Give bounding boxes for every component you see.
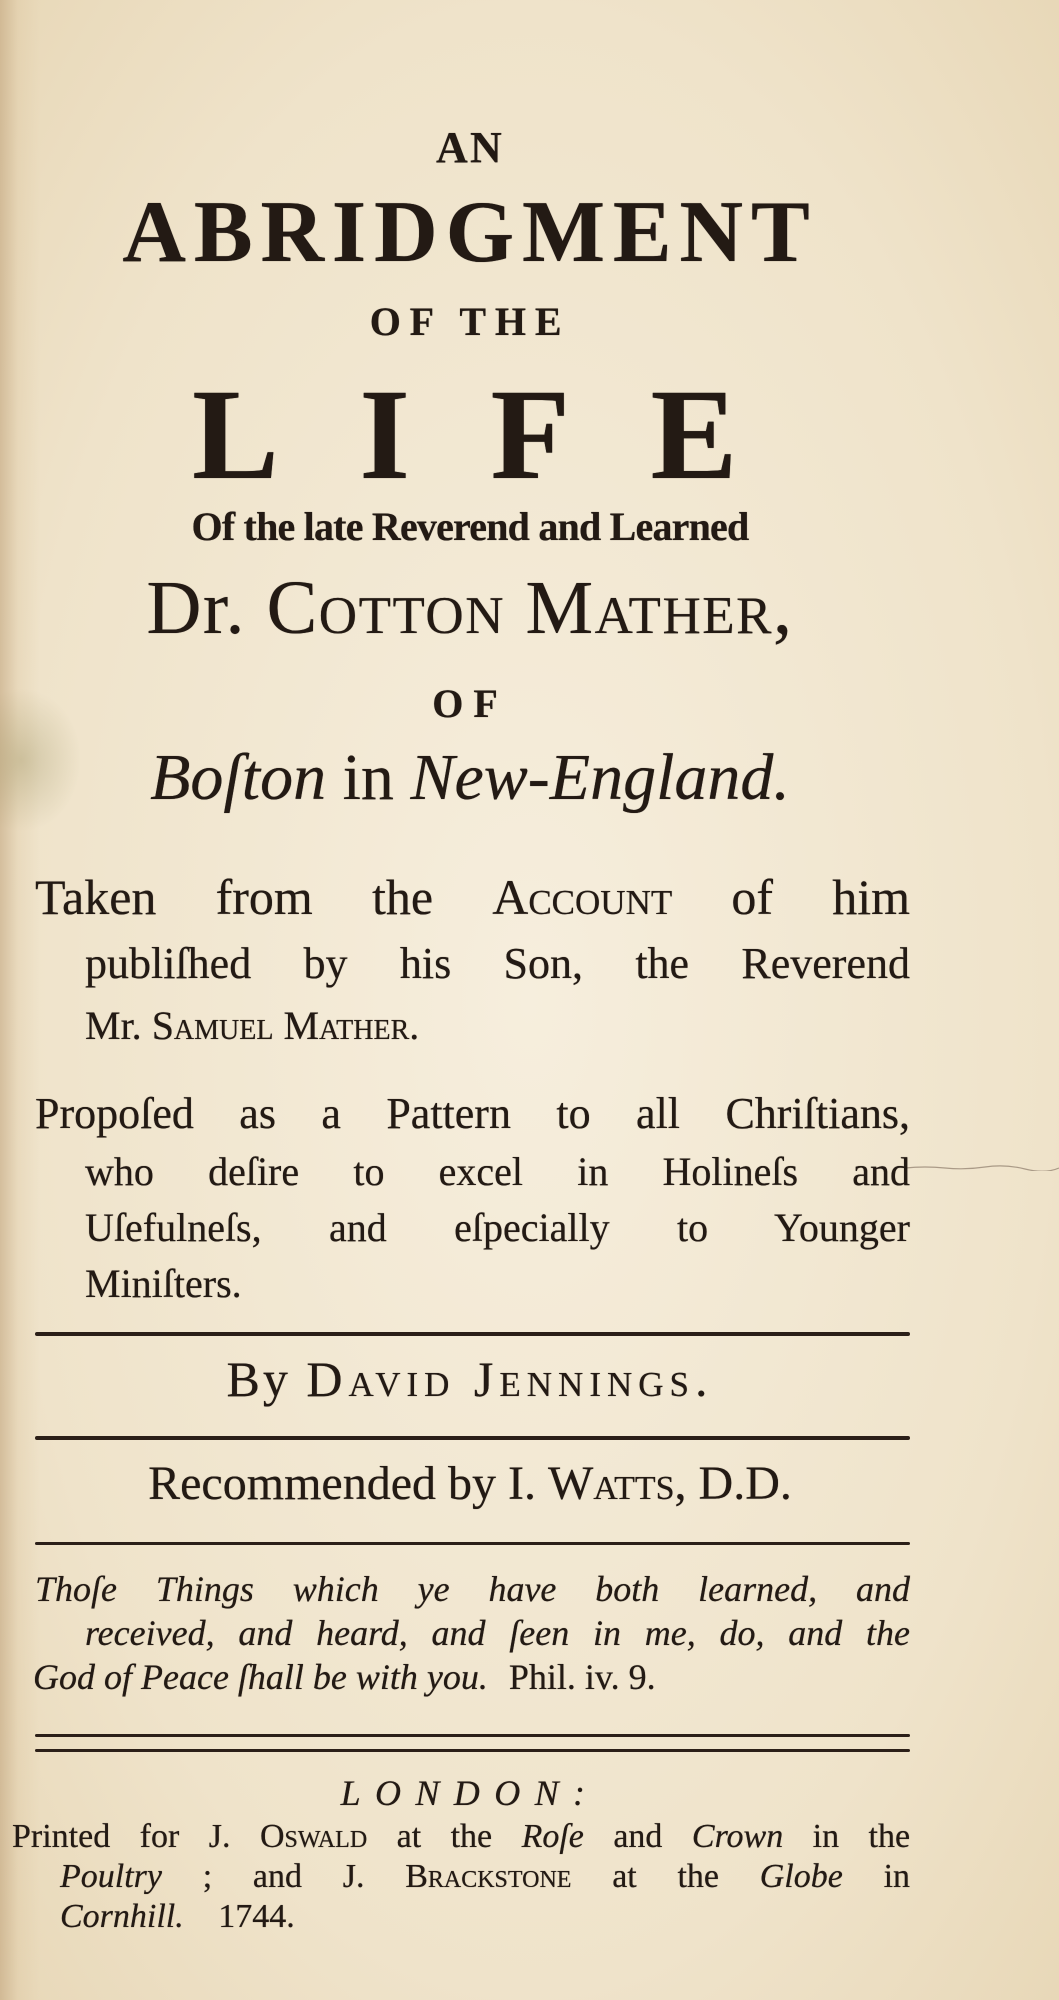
recommended-by: Recommended by I. xyxy=(148,1457,536,1510)
source-text: Taken from the xyxy=(35,869,434,925)
purpose-line-1: Propoſed as a Pattern to all Chriſtians, xyxy=(35,1089,910,1138)
recommender-degree: D.D. xyxy=(698,1457,792,1510)
location-poultry: Poultry xyxy=(60,1858,162,1895)
subject-name xyxy=(0,565,940,652)
imprint-line-3 xyxy=(60,1898,295,1936)
double-rule-bottom xyxy=(35,1749,910,1752)
location-cornhill: Cornhill. xyxy=(60,1898,184,1935)
printer-oswald: Oswald xyxy=(259,1818,368,1855)
imprint-text: ; and J. xyxy=(202,1858,365,1895)
sign-rose: Roſe xyxy=(521,1818,584,1855)
imprint-text: Printed for J. xyxy=(12,1818,231,1855)
author-by: By xyxy=(226,1351,291,1407)
place-city: Boſton xyxy=(150,741,327,814)
epigraph-reference: Phil. iv. 9. xyxy=(508,1657,656,1697)
publication-year: 1744. xyxy=(218,1898,295,1935)
epigraph-line-2: received, and heard, and ſeen in me, do, and the xyxy=(85,1613,910,1653)
double-rule-top xyxy=(35,1734,910,1737)
rule-2 xyxy=(35,1436,910,1440)
title-of-the: OF THE xyxy=(369,299,571,344)
recommendation-line xyxy=(0,1456,940,1511)
subtitle-late-reverend: Of the late Reverend and Learned xyxy=(191,504,749,549)
imprint-line-1 xyxy=(12,1818,910,1856)
source-line-2: publiſhed by his Son, the Reverend xyxy=(85,939,910,988)
imprint-text: in the xyxy=(812,1818,911,1855)
purpose-line-3: Uſefulneſs, and eſpecially to Younger xyxy=(85,1205,910,1250)
subject-place xyxy=(0,740,940,816)
place-region: New-England. xyxy=(410,741,790,814)
source-account: Account xyxy=(492,869,673,925)
epigraph-text: God of Peace ſhall be with you. xyxy=(33,1657,488,1697)
sign-globe: Globe xyxy=(759,1858,843,1895)
name-prefix: Dr. xyxy=(146,566,247,650)
name-first: Cotton xyxy=(266,566,505,650)
paper-crease xyxy=(905,1165,1059,1171)
epigraph-line-3 xyxy=(33,1656,656,1698)
epigraph-line-1: Thoſe Things which ye have both learned, and xyxy=(35,1569,910,1609)
rule-1 xyxy=(35,1332,910,1336)
source-mr: Mr. xyxy=(85,1003,142,1048)
imprint-text: at the xyxy=(396,1818,493,1855)
imprint-text: in xyxy=(883,1858,911,1895)
rule-3 xyxy=(35,1542,910,1545)
purpose-line-2: who deſire to excel in Holineſs and xyxy=(85,1149,910,1194)
imprint-line-2 xyxy=(60,1858,910,1896)
imprint-city: LONDON: xyxy=(340,1773,600,1813)
subtitle-of: OF xyxy=(432,681,508,726)
title-abridgment: ABRIDGMENT xyxy=(122,184,818,281)
imprint-text: at the xyxy=(612,1858,719,1895)
place-in: in xyxy=(342,741,394,814)
recommender-name: Watts, xyxy=(548,1457,687,1510)
author-name: David Jennings. xyxy=(306,1351,714,1407)
name-last: Mather, xyxy=(525,566,794,650)
source-samuel-mather: Samuel Mather. xyxy=(151,1003,420,1048)
source-line-1 xyxy=(35,868,910,926)
purpose-line-4: Miniſters. xyxy=(85,1261,242,1306)
title-life: LIFE xyxy=(192,363,818,507)
title-an: AN xyxy=(436,123,504,172)
source-text: of him xyxy=(731,869,911,925)
source-line-3 xyxy=(85,1002,419,1049)
imprint-text: and xyxy=(613,1818,663,1855)
author-line xyxy=(0,1350,940,1408)
sign-crown: Crown xyxy=(691,1818,784,1855)
printer-brackstone: Brackstone xyxy=(405,1858,572,1895)
